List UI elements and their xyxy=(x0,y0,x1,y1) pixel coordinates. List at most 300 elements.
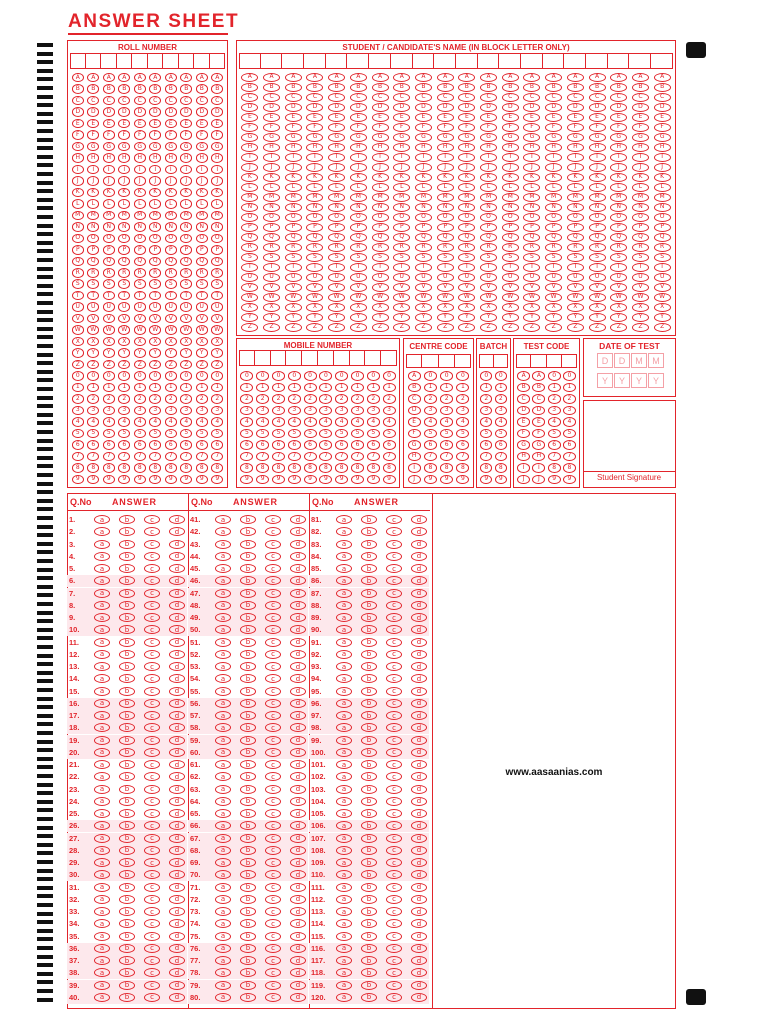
name-bubble[interactable]: B xyxy=(306,83,323,92)
name-bubble[interactable]: U xyxy=(306,273,323,282)
question-row[interactable] xyxy=(188,857,308,869)
name-bubble[interactable]: H xyxy=(610,143,627,152)
name-bubble[interactable]: D xyxy=(567,103,584,112)
option-bubble[interactable]: a xyxy=(94,687,110,696)
name-bubble[interactable]: A xyxy=(480,73,497,82)
name-bubble[interactable]: B xyxy=(350,83,367,92)
roll-number-bubble[interactable]: 2 xyxy=(165,394,177,404)
name-bubble[interactable]: X xyxy=(372,303,389,312)
option-bubble[interactable]: b xyxy=(361,785,377,794)
option-bubble[interactable]: a xyxy=(336,576,352,585)
name-bubble[interactable]: C xyxy=(458,93,475,102)
test-code-bubble[interactable]: 2 xyxy=(548,394,561,404)
name-bubble[interactable]: P xyxy=(480,223,497,232)
option-bubble[interactable]: d xyxy=(169,895,185,904)
option-bubble[interactable]: c xyxy=(144,895,160,904)
option-bubble[interactable]: a xyxy=(336,956,352,965)
roll-number-bubble[interactable]: 3 xyxy=(87,406,99,416)
roll-number-bubble[interactable]: E xyxy=(180,119,192,129)
name-bubble[interactable]: P xyxy=(241,223,258,232)
name-bubble[interactable]: N xyxy=(372,203,389,212)
centre-code-bubble[interactable]: C xyxy=(408,394,421,404)
name-bubble[interactable]: C xyxy=(523,93,540,102)
name-bubble[interactable]: Z xyxy=(589,323,606,332)
name-bubble[interactable]: J xyxy=(393,163,410,172)
name-bubble[interactable]: S xyxy=(654,253,671,262)
centre-code-bubble[interactable]: 6 xyxy=(456,440,469,450)
question-row[interactable] xyxy=(188,747,308,759)
name-bubble[interactable]: S xyxy=(502,253,519,262)
roll-number-bubble[interactable]: L xyxy=(165,199,177,209)
roll-number-bubble[interactable]: B xyxy=(180,84,192,94)
option-bubble[interactable]: d xyxy=(290,834,306,843)
name-bubble[interactable]: D xyxy=(415,103,432,112)
option-bubble[interactable]: b xyxy=(240,748,256,757)
mobile-number-bubble[interactable]: 7 xyxy=(319,452,332,462)
roll-number-bubble[interactable]: O xyxy=(103,234,115,244)
option-bubble[interactable]: b xyxy=(119,625,135,634)
roll-number-bubble[interactable]: Z xyxy=(72,360,84,370)
name-bubble[interactable]: G xyxy=(350,133,367,142)
roll-number-bubble[interactable]: 7 xyxy=(72,452,84,462)
name-bubble[interactable]: Y xyxy=(545,313,562,322)
option-bubble[interactable]: b xyxy=(361,723,377,732)
question-row[interactable] xyxy=(188,588,308,600)
entry-cell[interactable] xyxy=(439,354,455,368)
option-bubble[interactable]: c xyxy=(265,981,281,990)
name-bubble[interactable]: R xyxy=(415,243,432,252)
roll-number-bubble[interactable]: 3 xyxy=(134,406,146,416)
roll-number-bubble[interactable]: 1 xyxy=(165,383,177,393)
mobile-number-bubble[interactable]: 3 xyxy=(272,406,285,416)
option-bubble[interactable]: a xyxy=(94,723,110,732)
name-bubble[interactable]: R xyxy=(632,243,649,252)
option-bubble[interactable]: d xyxy=(290,772,306,781)
roll-number-bubble[interactable]: C xyxy=(149,96,161,106)
name-bubble[interactable]: B xyxy=(567,83,584,92)
roll-number-bubble[interactable]: 9 xyxy=(180,475,192,485)
name-bubble[interactable]: I xyxy=(523,153,540,162)
name-bubble[interactable]: A xyxy=(545,73,562,82)
option-bubble[interactable]: c xyxy=(265,870,281,879)
option-bubble[interactable]: d xyxy=(169,956,185,965)
roll-number-bubble[interactable]: 2 xyxy=(118,394,130,404)
roll-number-bubble[interactable]: L xyxy=(118,199,130,209)
name-bubble[interactable]: W xyxy=(415,293,432,302)
name-bubble[interactable]: V xyxy=(545,283,562,292)
name-bubble[interactable]: S xyxy=(328,253,345,262)
option-bubble[interactable]: b xyxy=(119,711,135,720)
name-bubble[interactable]: M xyxy=(545,193,562,202)
roll-number-bubble[interactable]: G xyxy=(72,142,84,152)
option-bubble[interactable]: b xyxy=(240,944,256,953)
roll-number-bubble[interactable]: Q xyxy=(196,257,208,267)
option-bubble[interactable]: d xyxy=(411,968,427,977)
name-bubble[interactable]: Q xyxy=(393,233,410,242)
roll-number-bubble[interactable]: C xyxy=(211,96,223,106)
option-bubble[interactable]: d xyxy=(411,809,427,818)
option-bubble[interactable]: b xyxy=(119,748,135,757)
roll-number-bubble[interactable]: J xyxy=(211,176,223,186)
name-bubble[interactable]: W xyxy=(523,293,540,302)
name-bubble[interactable]: R xyxy=(285,243,302,252)
option-bubble[interactable]: a xyxy=(336,895,352,904)
roll-number-bubble[interactable]: 9 xyxy=(149,475,161,485)
roll-number-bubble[interactable]: C xyxy=(103,96,115,106)
roll-number-bubble[interactable]: F xyxy=(149,130,161,140)
name-bubble[interactable]: K xyxy=(241,173,258,182)
entry-cell[interactable] xyxy=(434,53,456,69)
option-bubble[interactable]: b xyxy=(240,540,256,549)
name-bubble[interactable]: T xyxy=(306,263,323,272)
roll-number-bubble[interactable]: Y xyxy=(134,348,146,358)
roll-number-bubble[interactable]: T xyxy=(211,291,223,301)
name-bubble[interactable]: Y xyxy=(632,313,649,322)
test-code-bubble[interactable]: 4 xyxy=(548,417,561,427)
roll-number-bubble[interactable]: P xyxy=(118,245,130,255)
question-row[interactable] xyxy=(309,551,429,563)
roll-number-bubble[interactable]: L xyxy=(180,199,192,209)
roll-number-bubble[interactable]: P xyxy=(211,245,223,255)
entry-cell[interactable] xyxy=(132,53,148,69)
name-bubble[interactable]: R xyxy=(610,243,627,252)
mobile-number-bubble[interactable]: 0 xyxy=(351,371,364,381)
question-row[interactable] xyxy=(188,845,308,857)
option-bubble[interactable]: b xyxy=(240,968,256,977)
name-bubble[interactable]: K xyxy=(502,173,519,182)
option-bubble[interactable]: b xyxy=(119,858,135,867)
roll-number-bubble[interactable]: 3 xyxy=(149,406,161,416)
name-bubble[interactable]: L xyxy=(567,183,584,192)
option-bubble[interactable]: a xyxy=(336,932,352,941)
name-bubble[interactable]: F xyxy=(567,123,584,132)
roll-number-bubble[interactable]: 3 xyxy=(118,406,130,416)
name-bubble[interactable]: Q xyxy=(350,233,367,242)
mobile-number-bubble[interactable]: 2 xyxy=(367,394,380,404)
name-bubble[interactable]: N xyxy=(285,203,302,212)
roll-number-bubble[interactable]: Z xyxy=(165,360,177,370)
name-bubble[interactable]: W xyxy=(502,293,519,302)
name-bubble[interactable]: W xyxy=(654,293,671,302)
entry-cell[interactable] xyxy=(422,354,438,368)
name-bubble[interactable]: W xyxy=(263,293,280,302)
mobile-number-bubble[interactable]: 7 xyxy=(240,452,253,462)
name-bubble[interactable]: Y xyxy=(263,313,280,322)
roll-number-bubble[interactable]: L xyxy=(134,199,146,209)
entry-cell[interactable] xyxy=(148,53,164,69)
roll-number-bubble[interactable]: O xyxy=(134,234,146,244)
name-bubble[interactable]: H xyxy=(263,143,280,152)
option-bubble[interactable]: d xyxy=(169,552,185,561)
option-bubble[interactable]: b xyxy=(240,527,256,536)
name-bubble[interactable]: Z xyxy=(285,323,302,332)
option-bubble[interactable]: a xyxy=(94,821,110,830)
option-bubble[interactable]: d xyxy=(169,625,185,634)
name-bubble[interactable]: S xyxy=(523,253,540,262)
option-bubble[interactable]: b xyxy=(361,699,377,708)
name-bubble[interactable]: Y xyxy=(502,313,519,322)
option-bubble[interactable]: a xyxy=(215,650,231,659)
option-bubble[interactable]: d xyxy=(169,760,185,769)
roll-number-bubble[interactable]: 5 xyxy=(134,429,146,439)
name-bubble[interactable]: I xyxy=(632,153,649,162)
option-bubble[interactable]: d xyxy=(411,723,427,732)
question-row[interactable] xyxy=(309,808,429,820)
mobile-number-bubble[interactable]: 2 xyxy=(335,394,348,404)
name-bubble[interactable]: T xyxy=(610,263,627,272)
question-row[interactable] xyxy=(188,759,308,771)
option-bubble[interactable]: b xyxy=(119,601,135,610)
roll-number-bubble[interactable]: N xyxy=(103,222,115,232)
roll-number-bubble[interactable]: 3 xyxy=(103,406,115,416)
name-bubble[interactable]: Y xyxy=(350,313,367,322)
question-row[interactable] xyxy=(188,967,308,979)
entry-cell[interactable] xyxy=(286,350,302,366)
option-bubble[interactable]: c xyxy=(386,907,402,916)
option-bubble[interactable]: c xyxy=(144,968,160,977)
question-row[interactable] xyxy=(188,575,308,587)
option-bubble[interactable]: b xyxy=(119,576,135,585)
date-box[interactable]: Y xyxy=(631,373,647,388)
roll-number-bubble[interactable]: R xyxy=(134,268,146,278)
option-bubble[interactable]: a xyxy=(94,638,110,647)
option-bubble[interactable]: b xyxy=(361,711,377,720)
option-bubble[interactable]: d xyxy=(290,993,306,1002)
option-bubble[interactable]: d xyxy=(411,785,427,794)
name-bubble[interactable]: E xyxy=(458,113,475,122)
option-bubble[interactable]: d xyxy=(169,772,185,781)
roll-number-bubble[interactable]: 8 xyxy=(211,463,223,473)
option-bubble[interactable]: d xyxy=(411,699,427,708)
option-bubble[interactable]: b xyxy=(361,968,377,977)
mobile-number-bubble[interactable]: 5 xyxy=(288,429,301,439)
name-bubble[interactable]: I xyxy=(610,153,627,162)
centre-code-bubble[interactable]: 8 xyxy=(424,463,437,473)
option-bubble[interactable]: c xyxy=(144,797,160,806)
name-bubble[interactable]: X xyxy=(632,303,649,312)
mobile-number-bubble[interactable]: 8 xyxy=(240,463,253,473)
name-bubble[interactable]: L xyxy=(285,183,302,192)
centre-code-bubble[interactable]: D xyxy=(408,406,421,416)
roll-number-bubble[interactable]: 5 xyxy=(87,429,99,439)
roll-number-bubble[interactable]: 8 xyxy=(103,463,115,473)
roll-number-bubble[interactable]: 2 xyxy=(134,394,146,404)
option-bubble[interactable]: b xyxy=(119,968,135,977)
name-bubble[interactable]: L xyxy=(610,183,627,192)
roll-number-bubble[interactable]: 4 xyxy=(196,417,208,427)
roll-number-bubble[interactable]: U xyxy=(211,302,223,312)
mobile-number-bubble[interactable]: 3 xyxy=(319,406,332,416)
question-row[interactable] xyxy=(188,673,308,685)
mobile-number-bubble[interactable]: 4 xyxy=(335,417,348,427)
entry-cell[interactable] xyxy=(86,53,102,69)
option-bubble[interactable]: c xyxy=(265,540,281,549)
question-row[interactable] xyxy=(188,612,308,624)
name-bubble[interactable]: B xyxy=(589,83,606,92)
option-bubble[interactable]: b xyxy=(361,883,377,892)
roll-number-bubble[interactable]: O xyxy=(196,234,208,244)
name-bubble[interactable]: X xyxy=(654,303,671,312)
option-bubble[interactable]: d xyxy=(290,638,306,647)
option-bubble[interactable]: c xyxy=(265,858,281,867)
option-bubble[interactable]: c xyxy=(144,821,160,830)
option-bubble[interactable]: c xyxy=(265,748,281,757)
name-bubble[interactable]: K xyxy=(589,173,606,182)
batch-boxes[interactable] xyxy=(479,354,508,368)
option-bubble[interactable]: c xyxy=(144,956,160,965)
name-bubble[interactable]: F xyxy=(241,123,258,132)
question-row[interactable] xyxy=(309,649,429,661)
batch-bubble[interactable]: 3 xyxy=(480,406,492,416)
name-bubble[interactable]: A xyxy=(285,73,302,82)
option-bubble[interactable]: a xyxy=(215,564,231,573)
name-bubble[interactable]: Q xyxy=(523,233,540,242)
test-code-bubble[interactable]: 3 xyxy=(563,406,576,416)
roll-number-bubble[interactable]: R xyxy=(149,268,161,278)
roll-number-bubble[interactable]: O xyxy=(211,234,223,244)
option-bubble[interactable]: b xyxy=(361,846,377,855)
name-bubble[interactable]: U xyxy=(458,273,475,282)
option-bubble[interactable]: a xyxy=(215,748,231,757)
roll-number-bubble[interactable]: 1 xyxy=(87,383,99,393)
option-bubble[interactable]: a xyxy=(215,760,231,769)
name-bubble[interactable]: A xyxy=(415,73,432,82)
roll-number-bubble[interactable]: 0 xyxy=(211,371,223,381)
name-bubble[interactable]: L xyxy=(415,183,432,192)
name-bubble[interactable]: J xyxy=(372,163,389,172)
name-bubble[interactable]: G xyxy=(393,133,410,142)
option-bubble[interactable]: d xyxy=(169,699,185,708)
batch-bubble[interactable]: 6 xyxy=(495,440,507,450)
question-row[interactable] xyxy=(67,722,187,734)
option-bubble[interactable]: a xyxy=(215,687,231,696)
option-bubble[interactable]: c xyxy=(144,883,160,892)
entry-cell[interactable] xyxy=(239,350,255,366)
question-row[interactable] xyxy=(67,624,187,636)
centre-code-bubble[interactable]: 2 xyxy=(424,394,437,404)
name-bubble[interactable]: L xyxy=(263,183,280,192)
name-bubble[interactable]: E xyxy=(285,113,302,122)
name-bubble[interactable]: W xyxy=(437,293,454,302)
name-bubble[interactable]: C xyxy=(241,93,258,102)
name-bubble[interactable]: E xyxy=(415,113,432,122)
name-bubble[interactable]: R xyxy=(458,243,475,252)
option-bubble[interactable]: b xyxy=(119,809,135,818)
name-bubble[interactable]: Y xyxy=(241,313,258,322)
option-bubble[interactable]: d xyxy=(169,870,185,879)
question-row[interactable] xyxy=(309,673,429,685)
name-bubble[interactable]: V xyxy=(502,283,519,292)
roll-number-bubble[interactable]: A xyxy=(165,73,177,83)
roll-number-bubble[interactable]: P xyxy=(196,245,208,255)
mobile-number-bubble[interactable]: 2 xyxy=(351,394,364,404)
question-row[interactable] xyxy=(188,514,308,526)
option-bubble[interactable]: c xyxy=(144,613,160,622)
name-bubble[interactable]: X xyxy=(502,303,519,312)
roll-number-bubble[interactable]: P xyxy=(103,245,115,255)
name-bubble[interactable]: L xyxy=(502,183,519,192)
option-bubble[interactable]: a xyxy=(94,625,110,634)
roll-number-bubble[interactable]: 1 xyxy=(103,383,115,393)
name-bubble[interactable]: Y xyxy=(285,313,302,322)
name-bubble[interactable]: B xyxy=(545,83,562,92)
option-bubble[interactable]: a xyxy=(215,613,231,622)
option-bubble[interactable]: b xyxy=(240,870,256,879)
name-bubble[interactable]: I xyxy=(415,153,432,162)
roll-number-bubble[interactable]: U xyxy=(149,302,161,312)
name-bubble[interactable]: P xyxy=(285,223,302,232)
name-bubble[interactable]: A xyxy=(654,73,671,82)
entry-cell[interactable] xyxy=(547,354,562,368)
name-bubble[interactable]: P xyxy=(502,223,519,232)
option-bubble[interactable]: c xyxy=(265,601,281,610)
option-bubble[interactable]: a xyxy=(94,846,110,855)
option-bubble[interactable]: d xyxy=(290,576,306,585)
roll-number-bubble[interactable]: B xyxy=(196,84,208,94)
mobile-number-bubble[interactable]: 5 xyxy=(319,429,332,439)
name-bubble[interactable]: K xyxy=(306,173,323,182)
option-bubble[interactable]: b xyxy=(240,809,256,818)
name-bubble[interactable]: N xyxy=(415,203,432,212)
roll-number-bubble[interactable]: K xyxy=(196,188,208,198)
name-bubble[interactable]: S xyxy=(610,253,627,262)
option-bubble[interactable]: c xyxy=(144,981,160,990)
roll-number-bubble[interactable]: G xyxy=(165,142,177,152)
roll-number-bubble[interactable]: B xyxy=(72,84,84,94)
name-bubble[interactable]: C xyxy=(263,93,280,102)
centre-code-bubble[interactable]: I xyxy=(408,463,421,473)
roll-number-bubble[interactable]: 2 xyxy=(103,394,115,404)
name-bubble[interactable]: O xyxy=(523,213,540,222)
mobile-number-bubble[interactable]: 5 xyxy=(272,429,285,439)
option-bubble[interactable]: c xyxy=(386,564,402,573)
option-bubble[interactable]: c xyxy=(386,723,402,732)
name-bubble[interactable]: J xyxy=(285,163,302,172)
name-bubble[interactable]: G xyxy=(285,133,302,142)
entry-cell[interactable] xyxy=(651,53,673,69)
name-bubble[interactable]: U xyxy=(393,273,410,282)
roll-number-bubble[interactable]: B xyxy=(149,84,161,94)
batch-bubble[interactable]: 5 xyxy=(495,429,507,439)
option-bubble[interactable]: c xyxy=(144,638,160,647)
roll-number-bubble[interactable]: D xyxy=(134,107,146,117)
name-bubble[interactable]: W xyxy=(241,293,258,302)
question-row[interactable] xyxy=(67,833,187,845)
test-code-bubble[interactable]: 8 xyxy=(563,463,576,473)
roll-number-bubble[interactable]: L xyxy=(72,199,84,209)
option-bubble[interactable]: c xyxy=(386,601,402,610)
option-bubble[interactable]: b xyxy=(119,662,135,671)
mobile-number-bubble[interactable]: 0 xyxy=(304,371,317,381)
option-bubble[interactable]: c xyxy=(144,736,160,745)
option-bubble[interactable]: d xyxy=(411,711,427,720)
name-bubble[interactable]: B xyxy=(458,83,475,92)
name-bubble[interactable]: N xyxy=(632,203,649,212)
option-bubble[interactable]: d xyxy=(411,760,427,769)
option-bubble[interactable]: a xyxy=(215,736,231,745)
option-bubble[interactable]: c xyxy=(265,919,281,928)
name-bubble[interactable]: C xyxy=(437,93,454,102)
centre-code-bubble[interactable]: 3 xyxy=(456,406,469,416)
name-bubble[interactable]: M xyxy=(393,193,410,202)
mobile-number-bubble[interactable]: 6 xyxy=(256,440,269,450)
option-bubble[interactable]: c xyxy=(144,907,160,916)
option-bubble[interactable]: b xyxy=(240,760,256,769)
name-bubble[interactable]: R xyxy=(241,243,258,252)
test-code-bubble[interactable]: 0 xyxy=(548,371,561,381)
roll-number-bubble[interactable]: 4 xyxy=(180,417,192,427)
name-bubble[interactable]: U xyxy=(350,273,367,282)
